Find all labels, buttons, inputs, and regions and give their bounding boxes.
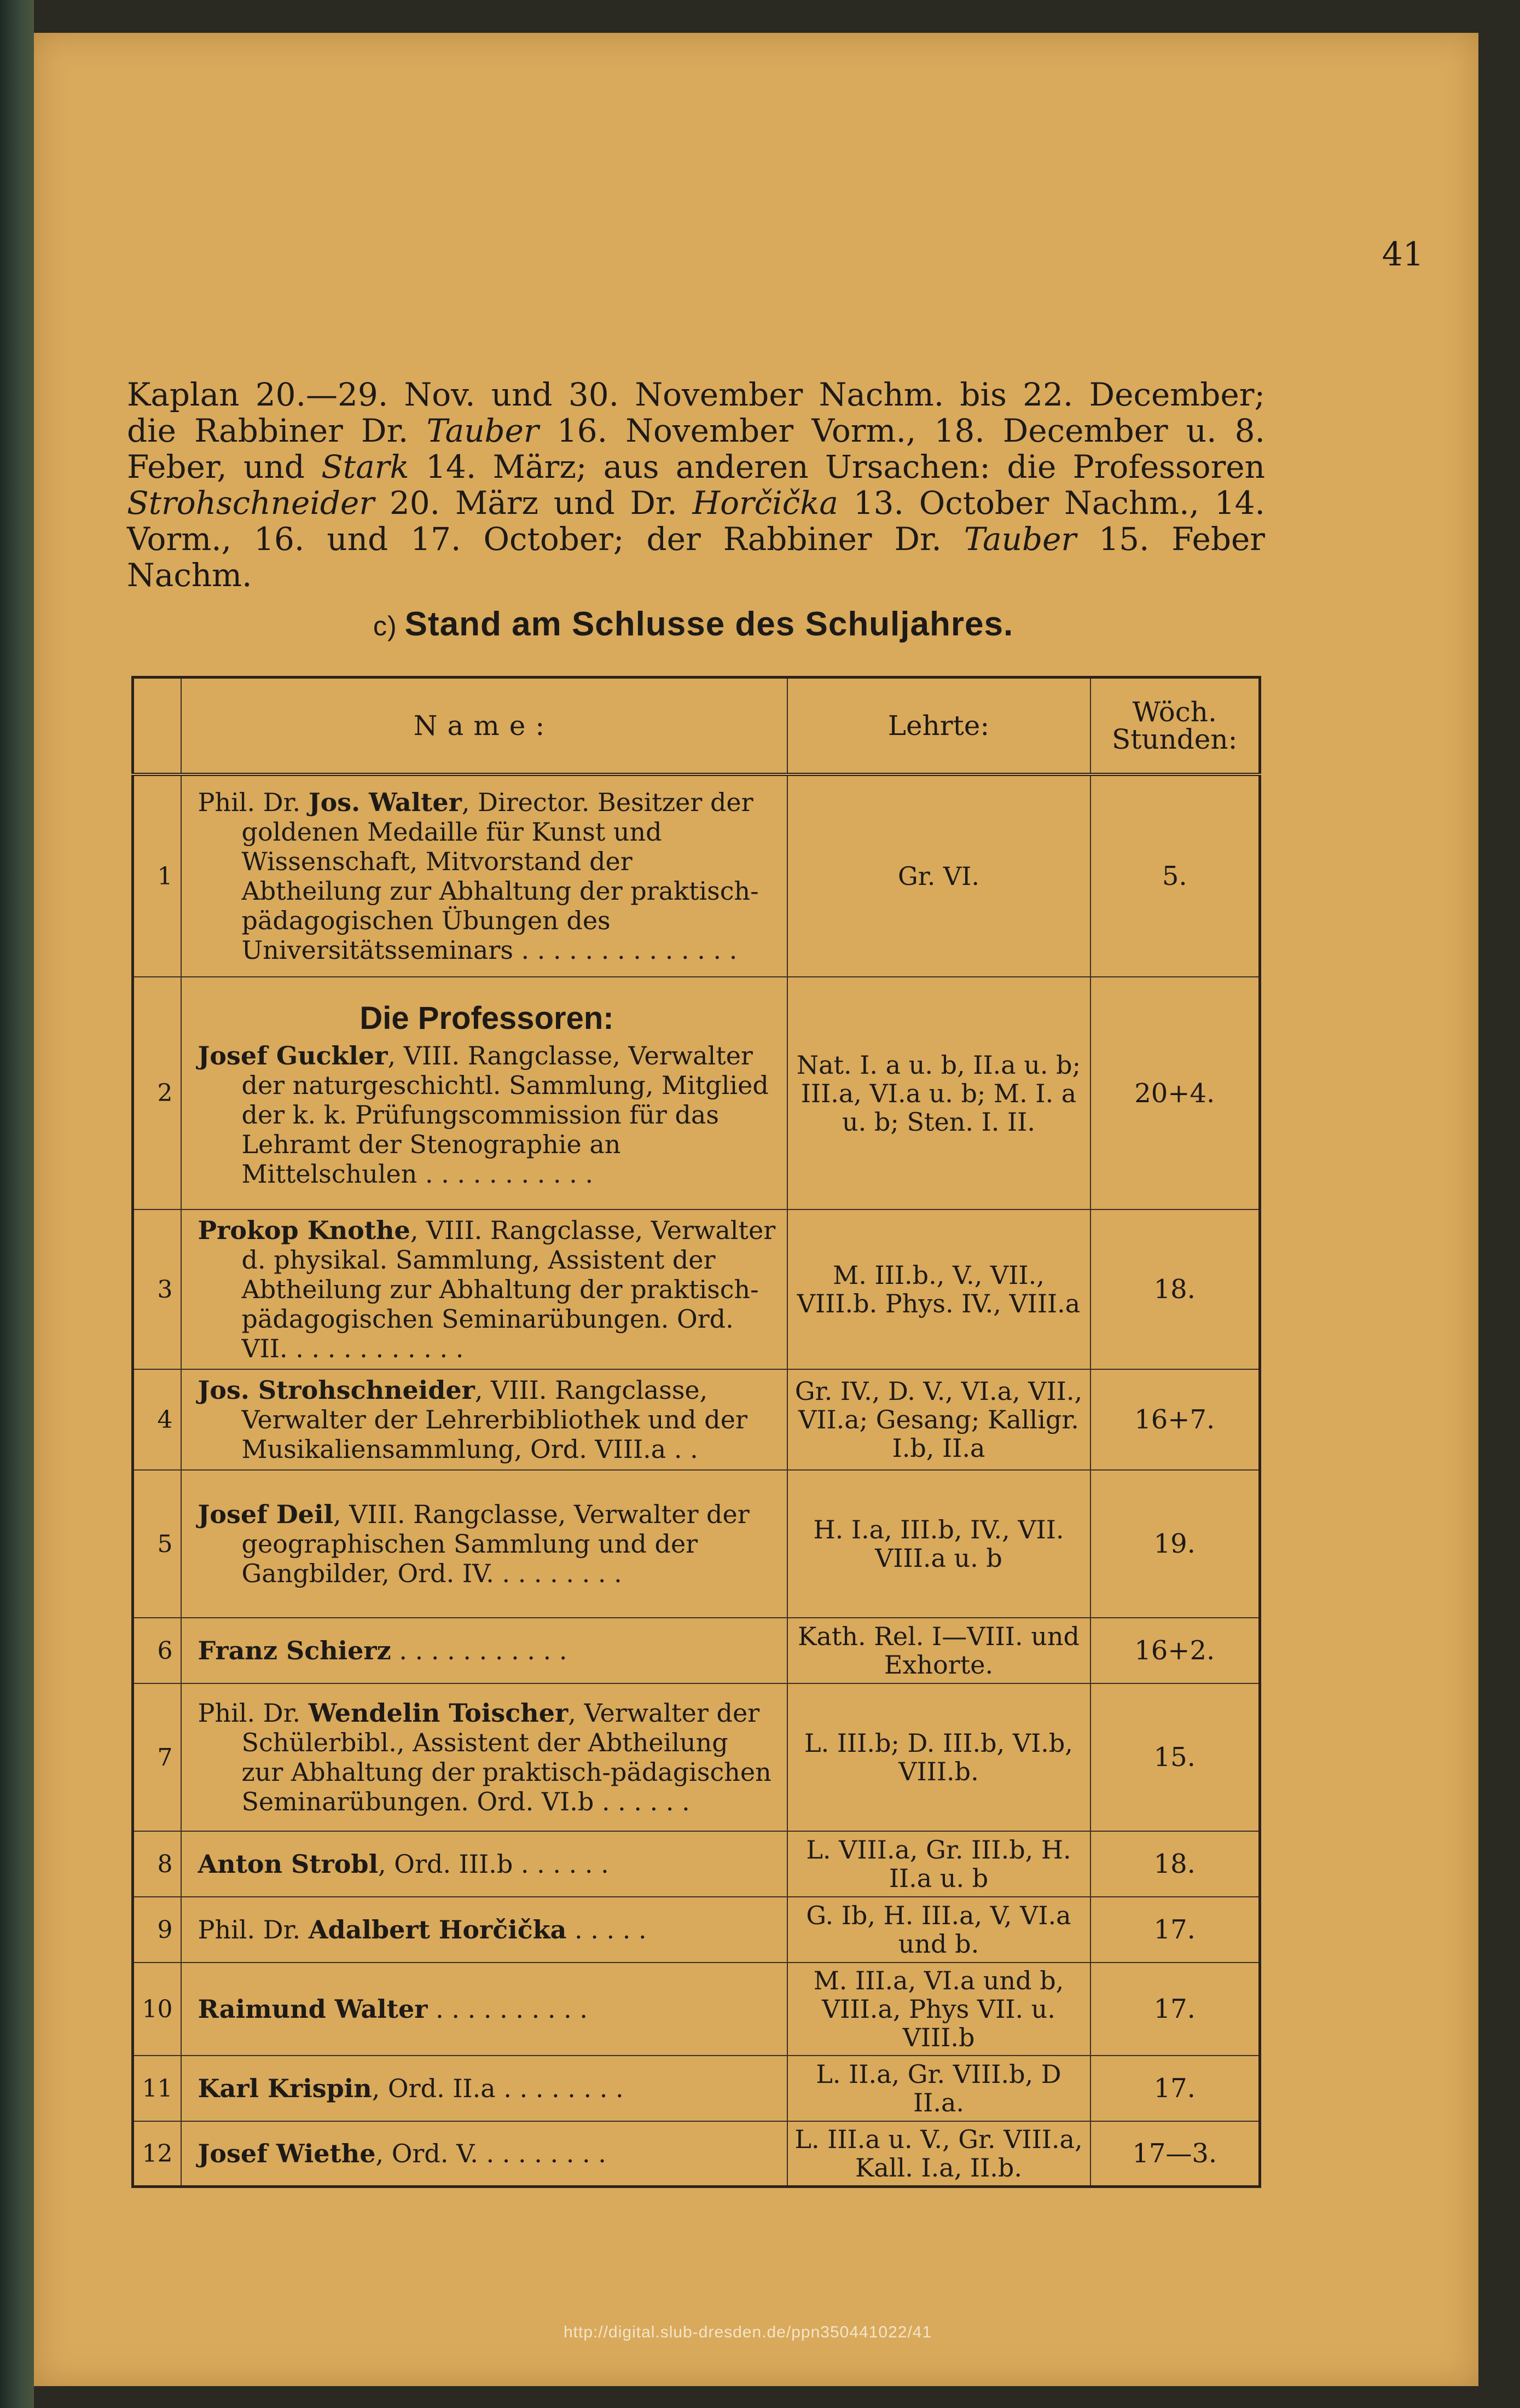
page-number: 41 [1382,235,1424,274]
header-stunden: Wöch. Stunden: [1090,678,1260,775]
row-stunden: 20+4. [1090,977,1260,1209]
name-title: Phil. Dr. [198,1915,309,1944]
row-lehrte: L. VIII.a, Gr. III.b, H. II.a u. b [787,1831,1090,1897]
row-number: 6 [133,1618,181,1683]
row-lehrte: L. III.a u. V., Gr. VIII.a, Kall. I.a, II.b. [787,2121,1090,2187]
row-number: 3 [133,1209,181,1369]
row-name [181,977,787,1209]
table-row [133,1618,1260,1683]
name-entry [198,1915,776,1944]
intro-text: 14. März; aus anderen Ursachen: die Professoren [409,448,1265,485]
person-name: Jos. Strohschneider [198,1375,475,1405]
row-name [181,1618,787,1683]
row-stunden: 18. [1090,1831,1260,1897]
row-lehrte: Kath. Rel. I—VIII. und Exhorte. [787,1618,1090,1683]
name-entry [198,1215,776,1363]
table-row [133,774,1260,977]
row-stunden: 16+2. [1090,1618,1260,1683]
row-stunden: 17. [1090,1897,1260,1963]
person-name: Franz Schierz [198,1636,391,1665]
intro-italic-name: Tauber [964,520,1077,558]
intro-text: Kaplan 20.—29. Nov. und 30. November Nachm. bis 22. December; die Rabbiner Dr. [127,376,1265,449]
section-heading-title: Stand am Schlusse des Schuljahres. [404,605,1014,643]
row-name [181,2121,787,2187]
intro-text: 15. Feber Nachm. [127,520,1266,594]
intro-paragraph [127,377,1265,593]
row-number: 8 [133,1831,181,1897]
row-name [181,774,787,977]
person-details: , VIII. Rangclasse, Verwalter der geographischen Sammlung und der Gangbilder, Ord. IV. . . . . . . . . [241,1500,750,1588]
row-lehrte: L. II.a, Gr. VIII.b, D II.a. [787,2056,1090,2121]
table-row [133,1963,1260,2056]
row-number: 10 [133,1963,181,2056]
table-row [133,977,1260,1209]
person-details: , Ord. III.b . . . . . . [378,1849,609,1879]
intro-italic-name: Horčička [692,484,838,522]
intro-text: 16. November Vorm., 18. December u. 8. Feber, und [127,412,1265,485]
row-stunden: 16+7. [1090,1369,1260,1470]
table-header-row [133,678,1260,775]
person-details: , Verwalter der Schülerbibl., Assistent der Abtheilung zur Abhaltung der praktisch-pädagischen Seminarübungen. Ord. VI.b . . . . . . [241,1698,771,1816]
name-entry [198,1041,776,1189]
name-entry [198,788,776,965]
name-entry [198,1636,776,1665]
person-name: Josef Wiethe [198,2139,376,2168]
section-professoren: Die Professoren: [359,1000,614,1036]
book-spine [0,0,34,2408]
document-page [34,33,1478,2386]
row-number: 12 [133,2121,181,2187]
row-stunden: 17. [1090,2056,1260,2121]
table-row [133,1470,1260,1618]
person-name: Anton Strobl [198,1849,379,1879]
row-lehrte: L. III.b; D. III.b, VI.b, VIII.b. [787,1683,1090,1831]
name-title: Phil. Dr. [198,788,309,817]
header-number [133,678,181,775]
name-title: Phil. Dr. [198,1698,309,1728]
row-stunden: 17—3. [1090,2121,1260,2187]
person-details: , VIII. Rangclasse, Verwalter d. physikal. Sammlung, Assistent der Abtheilung zur Abhaltung der praktisch-pädagogischen Seminarübungen. Ord. VII. . . . . . . . . . . . [241,1215,776,1363]
table-row [133,1683,1260,1831]
row-name [181,1963,787,2056]
row-lehrte: H. I.a, III.b, IV., VII. VIII.a u. b [787,1470,1090,1618]
header-lehrte: Lehrte: [787,678,1090,775]
row-number: 2 [133,977,181,1209]
person-details: , VIII. Rangclasse, Verwalter der naturgeschichtl. Sammlung, Mitglied der k. k. Prüfungscommission für das Lehramt der Stenographie an Mittelschulen . . . . . . . . . . . [241,1040,769,1189]
row-name [181,1897,787,1963]
name-entry [198,1375,776,1464]
row-lehrte: Gr. VI. [787,774,1090,977]
row-name [181,1831,787,1897]
person-details: , VIII. Rangclasse, Verwalter der Lehrerbibliothek und der Musikaliensammlung, Ord. VIII.a . . [241,1375,747,1464]
section-heading [373,605,1013,644]
row-name [181,1209,787,1369]
row-lehrte: Nat. I. a u. b, II.a u. b; III.a, VI.a u. b; M. I. a u. b; Sten. I. II. [787,977,1090,1209]
footer-url: http://digital.slub-dresden.de/ppn350441022/41 [564,2323,932,2341]
person-details: , Ord. II.a . . . . . . . . [372,2074,624,2103]
staff-table-body [133,774,1260,2187]
table-row [133,2056,1260,2121]
intro-italic-name: Strohschneider [127,484,375,522]
name-entry [198,2139,776,2168]
intro-italic-name: Stark [321,448,409,485]
row-stunden: 18. [1090,1209,1260,1369]
row-number: 5 [133,1470,181,1618]
table-row [133,1831,1260,1897]
person-name: Josef Deil [198,1500,334,1529]
intro-text: 20. März und Dr. [374,484,693,522]
table-row [133,1897,1260,1963]
row-stunden: 19. [1090,1470,1260,1618]
row-number: 1 [133,774,181,977]
header-name: Name: [181,678,787,775]
section-heading-prefix: c) [373,611,397,641]
row-lehrte: M. III.b., V., VII., VIII.b. Phys. IV., VIII.a [787,1209,1090,1369]
name-entry [198,1994,776,2024]
person-name: Wendelin Toischer [308,1698,568,1728]
person-details: . . . . . . . . . . . [391,1636,567,1665]
intro-text: 13. October Nachm., 14. Vorm., 16. und 17. October; der Rabbiner Dr. [127,484,1265,558]
row-number: 7 [133,1683,181,1831]
person-details: , Ord. V. . . . . . . . . [375,2139,606,2168]
row-stunden: 17. [1090,1963,1260,2056]
row-name [181,1683,787,1831]
table-row [133,1369,1260,1470]
row-lehrte: M. III.a, VI.a und b, VIII.a, Phys VII. u. VIII.b [787,1963,1090,2056]
person-name: Prokop Knothe [198,1215,410,1245]
row-lehrte: Gr. IV., D. V., VI.a, VII., VII.a; Gesang; Kalligr. I.b, II.a [787,1369,1090,1470]
row-name [181,2056,787,2121]
person-details: . . . . . [566,1915,647,1944]
person-name: Karl Krispin [198,2074,372,2103]
name-entry [198,1500,776,1588]
intro-italic-name: Tauber [426,412,539,449]
name-entry [198,1698,776,1816]
person-name: Raimund Walter [198,1994,428,2024]
staff-table [131,676,1261,2188]
person-name: Adalbert Horčička [308,1915,567,1944]
person-name: Josef Guckler [198,1040,388,1070]
name-entry [198,1849,776,1879]
row-number: 11 [133,2056,181,2121]
person-name: Jos. Walter [308,788,462,817]
row-name [181,1369,787,1470]
person-details: , Director. Besitzer der goldenen Medaille für Kunst und Wissenschaft, Mitvorstand der Abtheilung zur Abhaltung der praktisch-pädagogischen Übungen des Universitätsseminars . . . . . . . . . . . . . . [241,788,759,965]
table-row [133,2121,1260,2187]
row-stunden: 15. [1090,1683,1260,1831]
table-row [133,1209,1260,1369]
person-details: . . . . . . . . . . [427,1994,588,2024]
row-number: 4 [133,1369,181,1470]
row-number: 9 [133,1897,181,1963]
name-entry [198,2074,776,2103]
row-lehrte: G. Ib, H. III.a, V, VI.a und b. [787,1897,1090,1963]
row-name [181,1470,787,1618]
row-stunden: 5. [1090,774,1260,977]
